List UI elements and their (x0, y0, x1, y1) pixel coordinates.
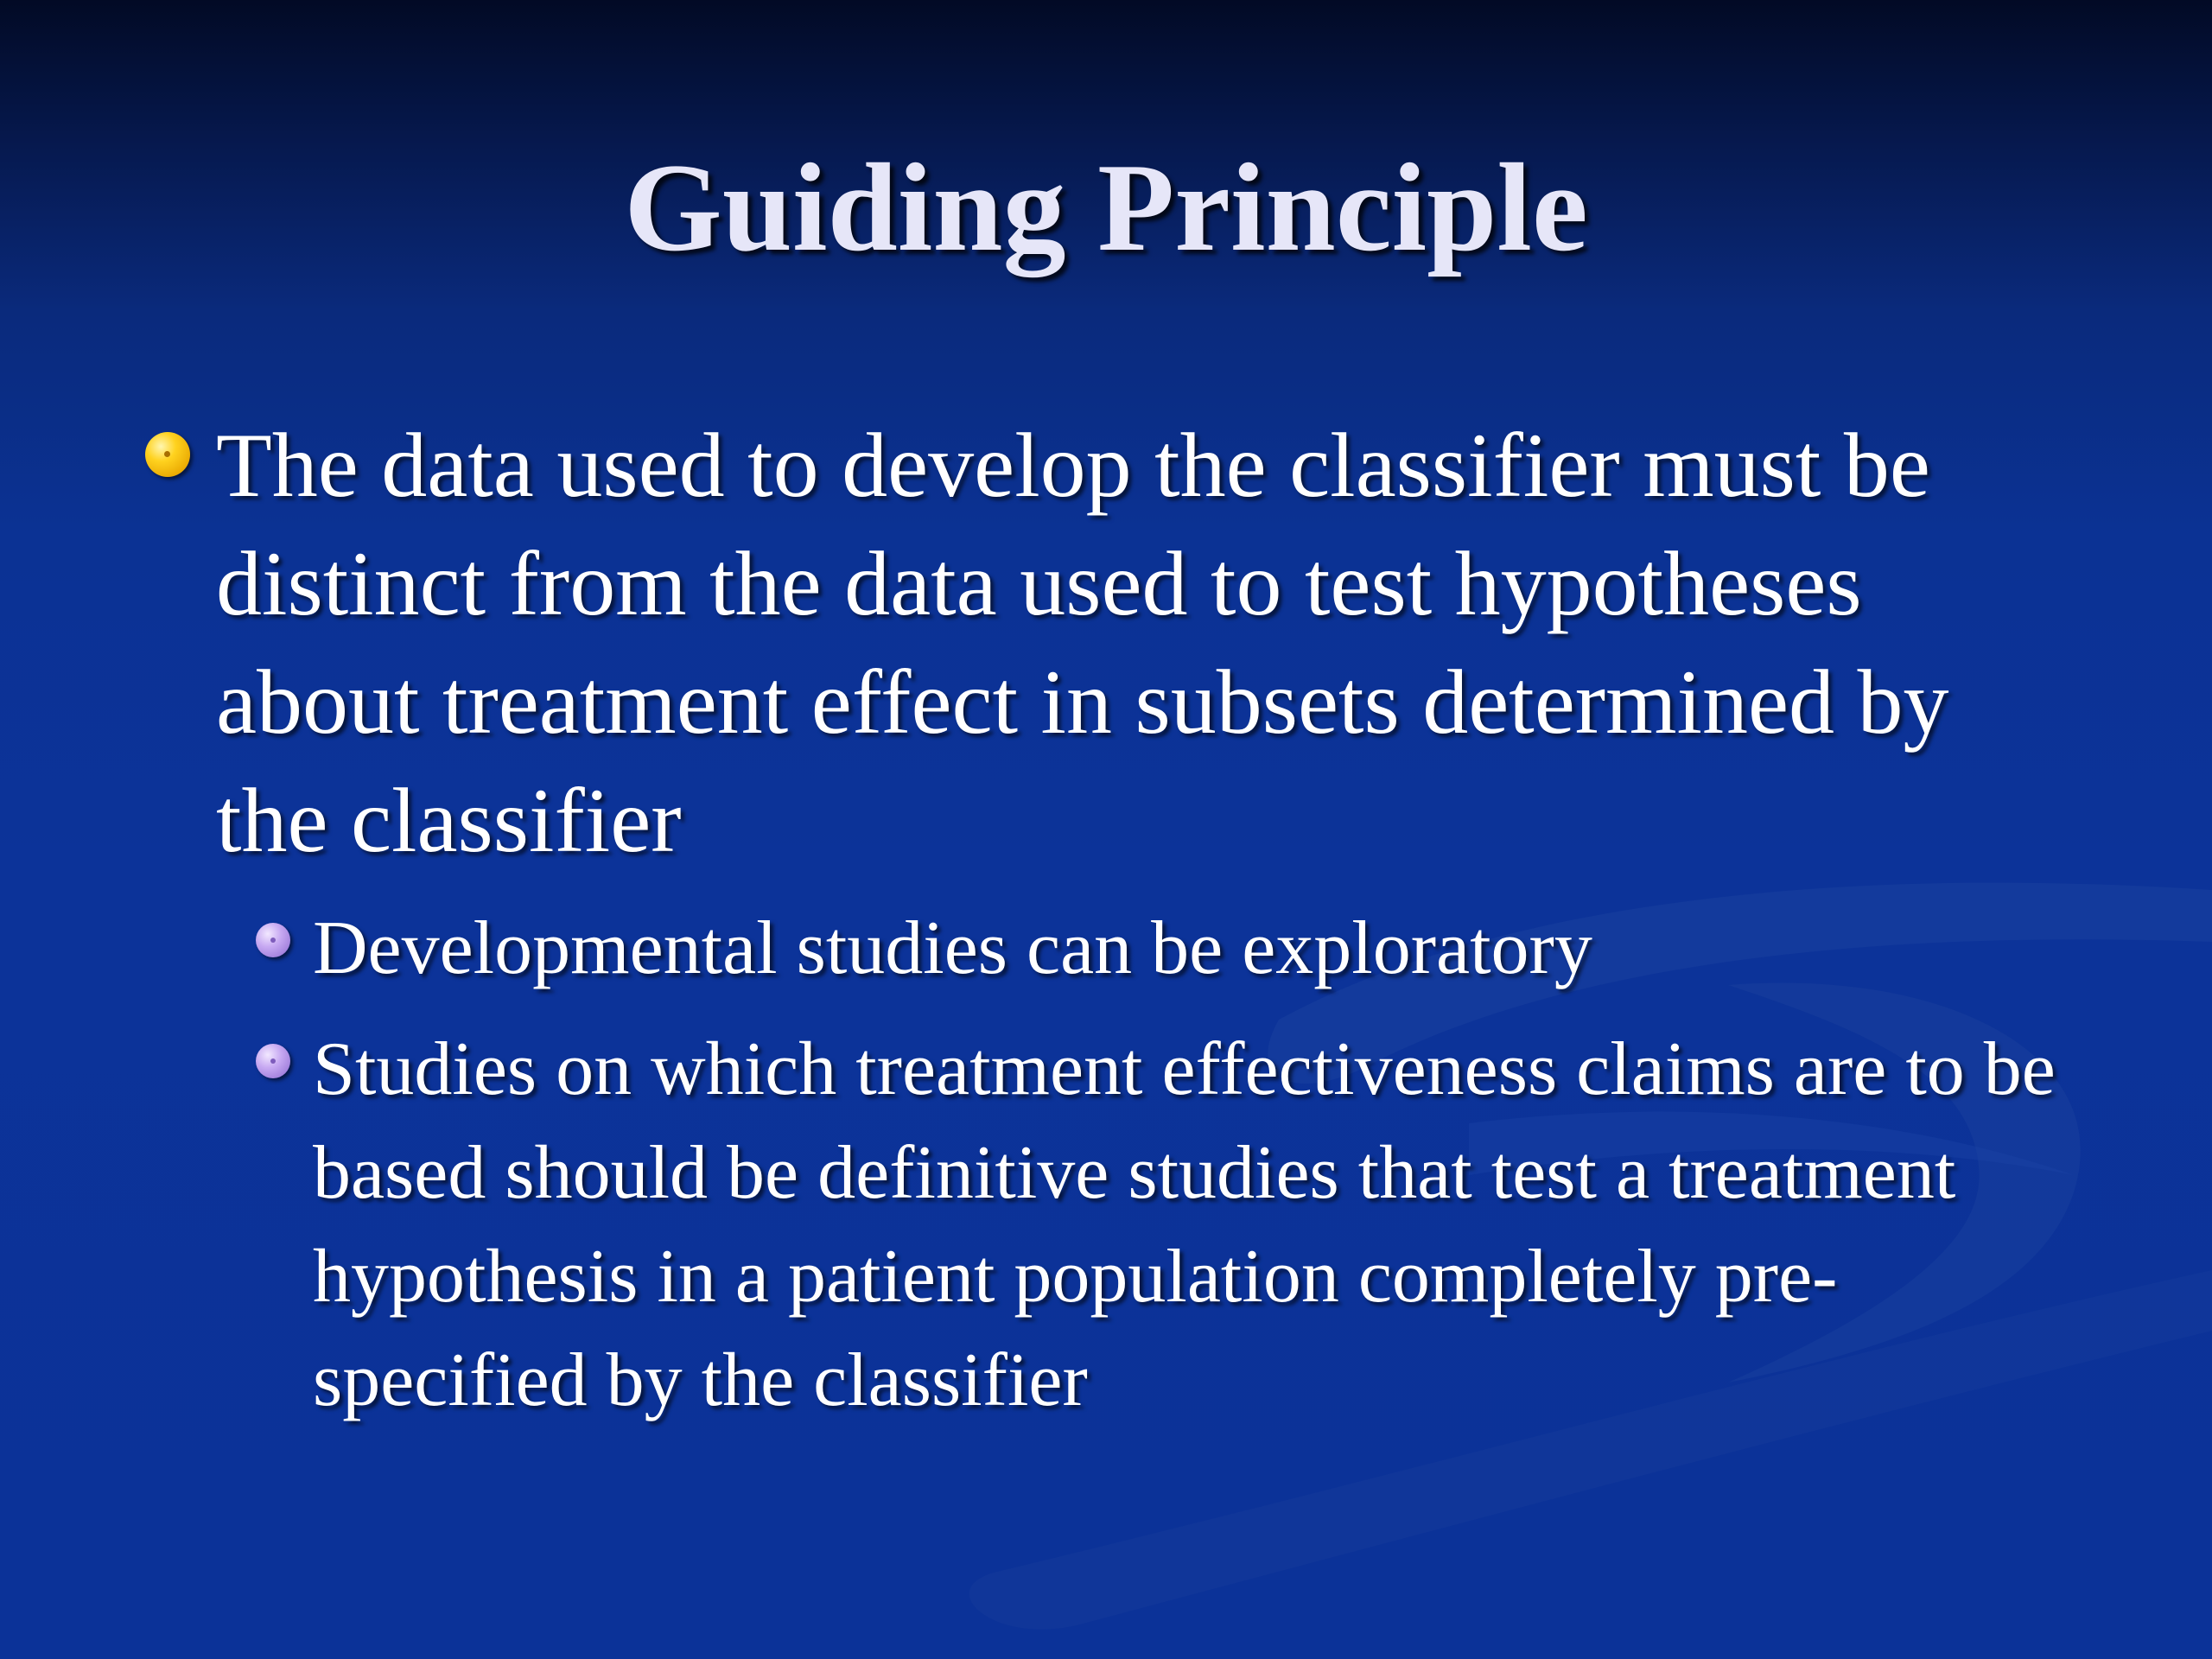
main-bullet-text: The data used to develop the classifier must be distinct from the data used to test hypotheses about treatment effect in subsets determined by the classifier (216, 415, 1949, 871)
yellow-sphere-bullet-icon (145, 432, 190, 477)
lavender-sphere-bullet-icon (256, 923, 290, 957)
sub-bullet-text-1: Developmental studies can be exploratory (313, 906, 1592, 990)
sub-bullet-text-2: Studies on which treatment effectiveness claims are to be based should be definitive studies that test a treatment hypothesis in a patient population completely pre-specified by the classifier (313, 1027, 2056, 1422)
slide-title: Guiding Principle (624, 137, 1588, 277)
lavender-sphere-bullet-icon (256, 1044, 290, 1078)
